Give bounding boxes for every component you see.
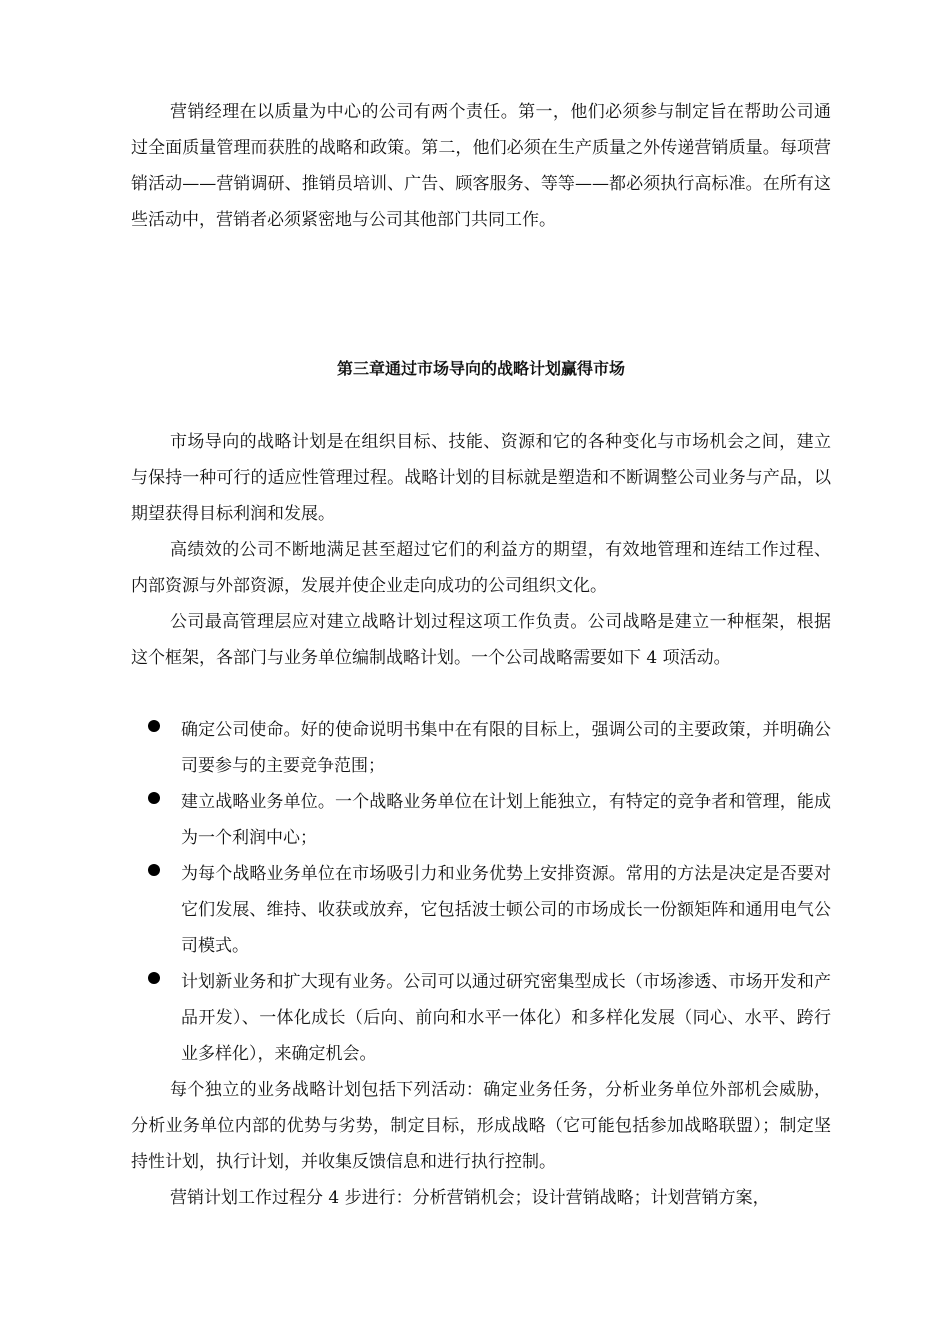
paragraph-high-performance: 高绩效的公司不断地满足甚至超过它们的利益方的期望，有效地管理和连结工作过程、内部资源与外部资源，发展并使企业走向成功的公司组织文化。 (131, 540, 831, 596)
bullet-text: 确定公司使命。好的使命说明书集中在有限的目标上，强调公司的主要政策，并明确公司要参与的主要竞争范围； (181, 720, 831, 776)
paragraph-strategic-planning: 市场导向的战略计划是在组织目标、技能、资源和它的各种变化与市场机会之间，建立与保持一种可行的适应性管理过程。战略计划的目标就是塑造和不断调整公司业务与产品，以期望获得目标利润和发展。 (131, 432, 831, 524)
chapter-title: 第三章通过市场导向的战略计划赢得市场 (336, 359, 625, 378)
bullet-dot-icon (148, 864, 160, 876)
bullet-dot-icon (148, 972, 160, 984)
intro-paragraph: 营销经理在以质量为中心的公司有两个责任。第一，他们必须参与制定旨在帮助公司通过全面质量管理而获胜的战略和政策。第二，他们必须在生产质量之外传递营销质量。每项营销活动——营销调研、推销员培训、广告、顾客服务、等等——都必须执行高标准。在所有这些活动中，营销者必须紧密地与公司其他部门共同工作。 (131, 102, 831, 230)
bullet-dot-icon (148, 792, 160, 804)
paragraph-marketing-process: 营销计划工作过程分 4 步进行：分析营销机会；设计营销战略；计划营销方案， (170, 1188, 770, 1208)
bullet-text: 建立战略业务单位。一个战略业务单位在计划上能独立，有特定的竞争者和管理，能成为一个利润中心； (181, 792, 831, 848)
bullet-dot-icon (148, 720, 160, 732)
bullet-text: 为每个战略业务单位在市场吸引力和业务优势上安排资源。常用的方法是决定是否要对它们发展、维持、收获或放弃，它包括波士顿公司的市场成长一份额矩阵和通用电气公司模式。 (181, 864, 831, 956)
bullet-text: 计划新业务和扩大现有业务。公司可以通过研究密集型成长（市场渗透、市场开发和产品开发）、一体化成长（后向、前向和水平一体化）和多样化发展（同心、水平、跨行业多样化），来确定机会。 (181, 972, 831, 1064)
paragraph-corporate-strategy: 公司最高管理层应对建立战略计划过程这项工作负责。公司战略是建立一种框架，根据这个框架，各部门与业务单位编制战略计划。一个公司战略需要如下 4 项活动。 (131, 612, 831, 668)
paragraph-business-strategy: 每个独立的业务战略计划包括下列活动：确定业务任务，分析业务单位外部机会威胁，分析业务单位内部的优势与劣势，制定目标，形成战略（它可能包括参加战略联盟）；制定坚持性计划，执行计划，并收集反馈信息和进行执行控制。 (131, 1080, 831, 1172)
